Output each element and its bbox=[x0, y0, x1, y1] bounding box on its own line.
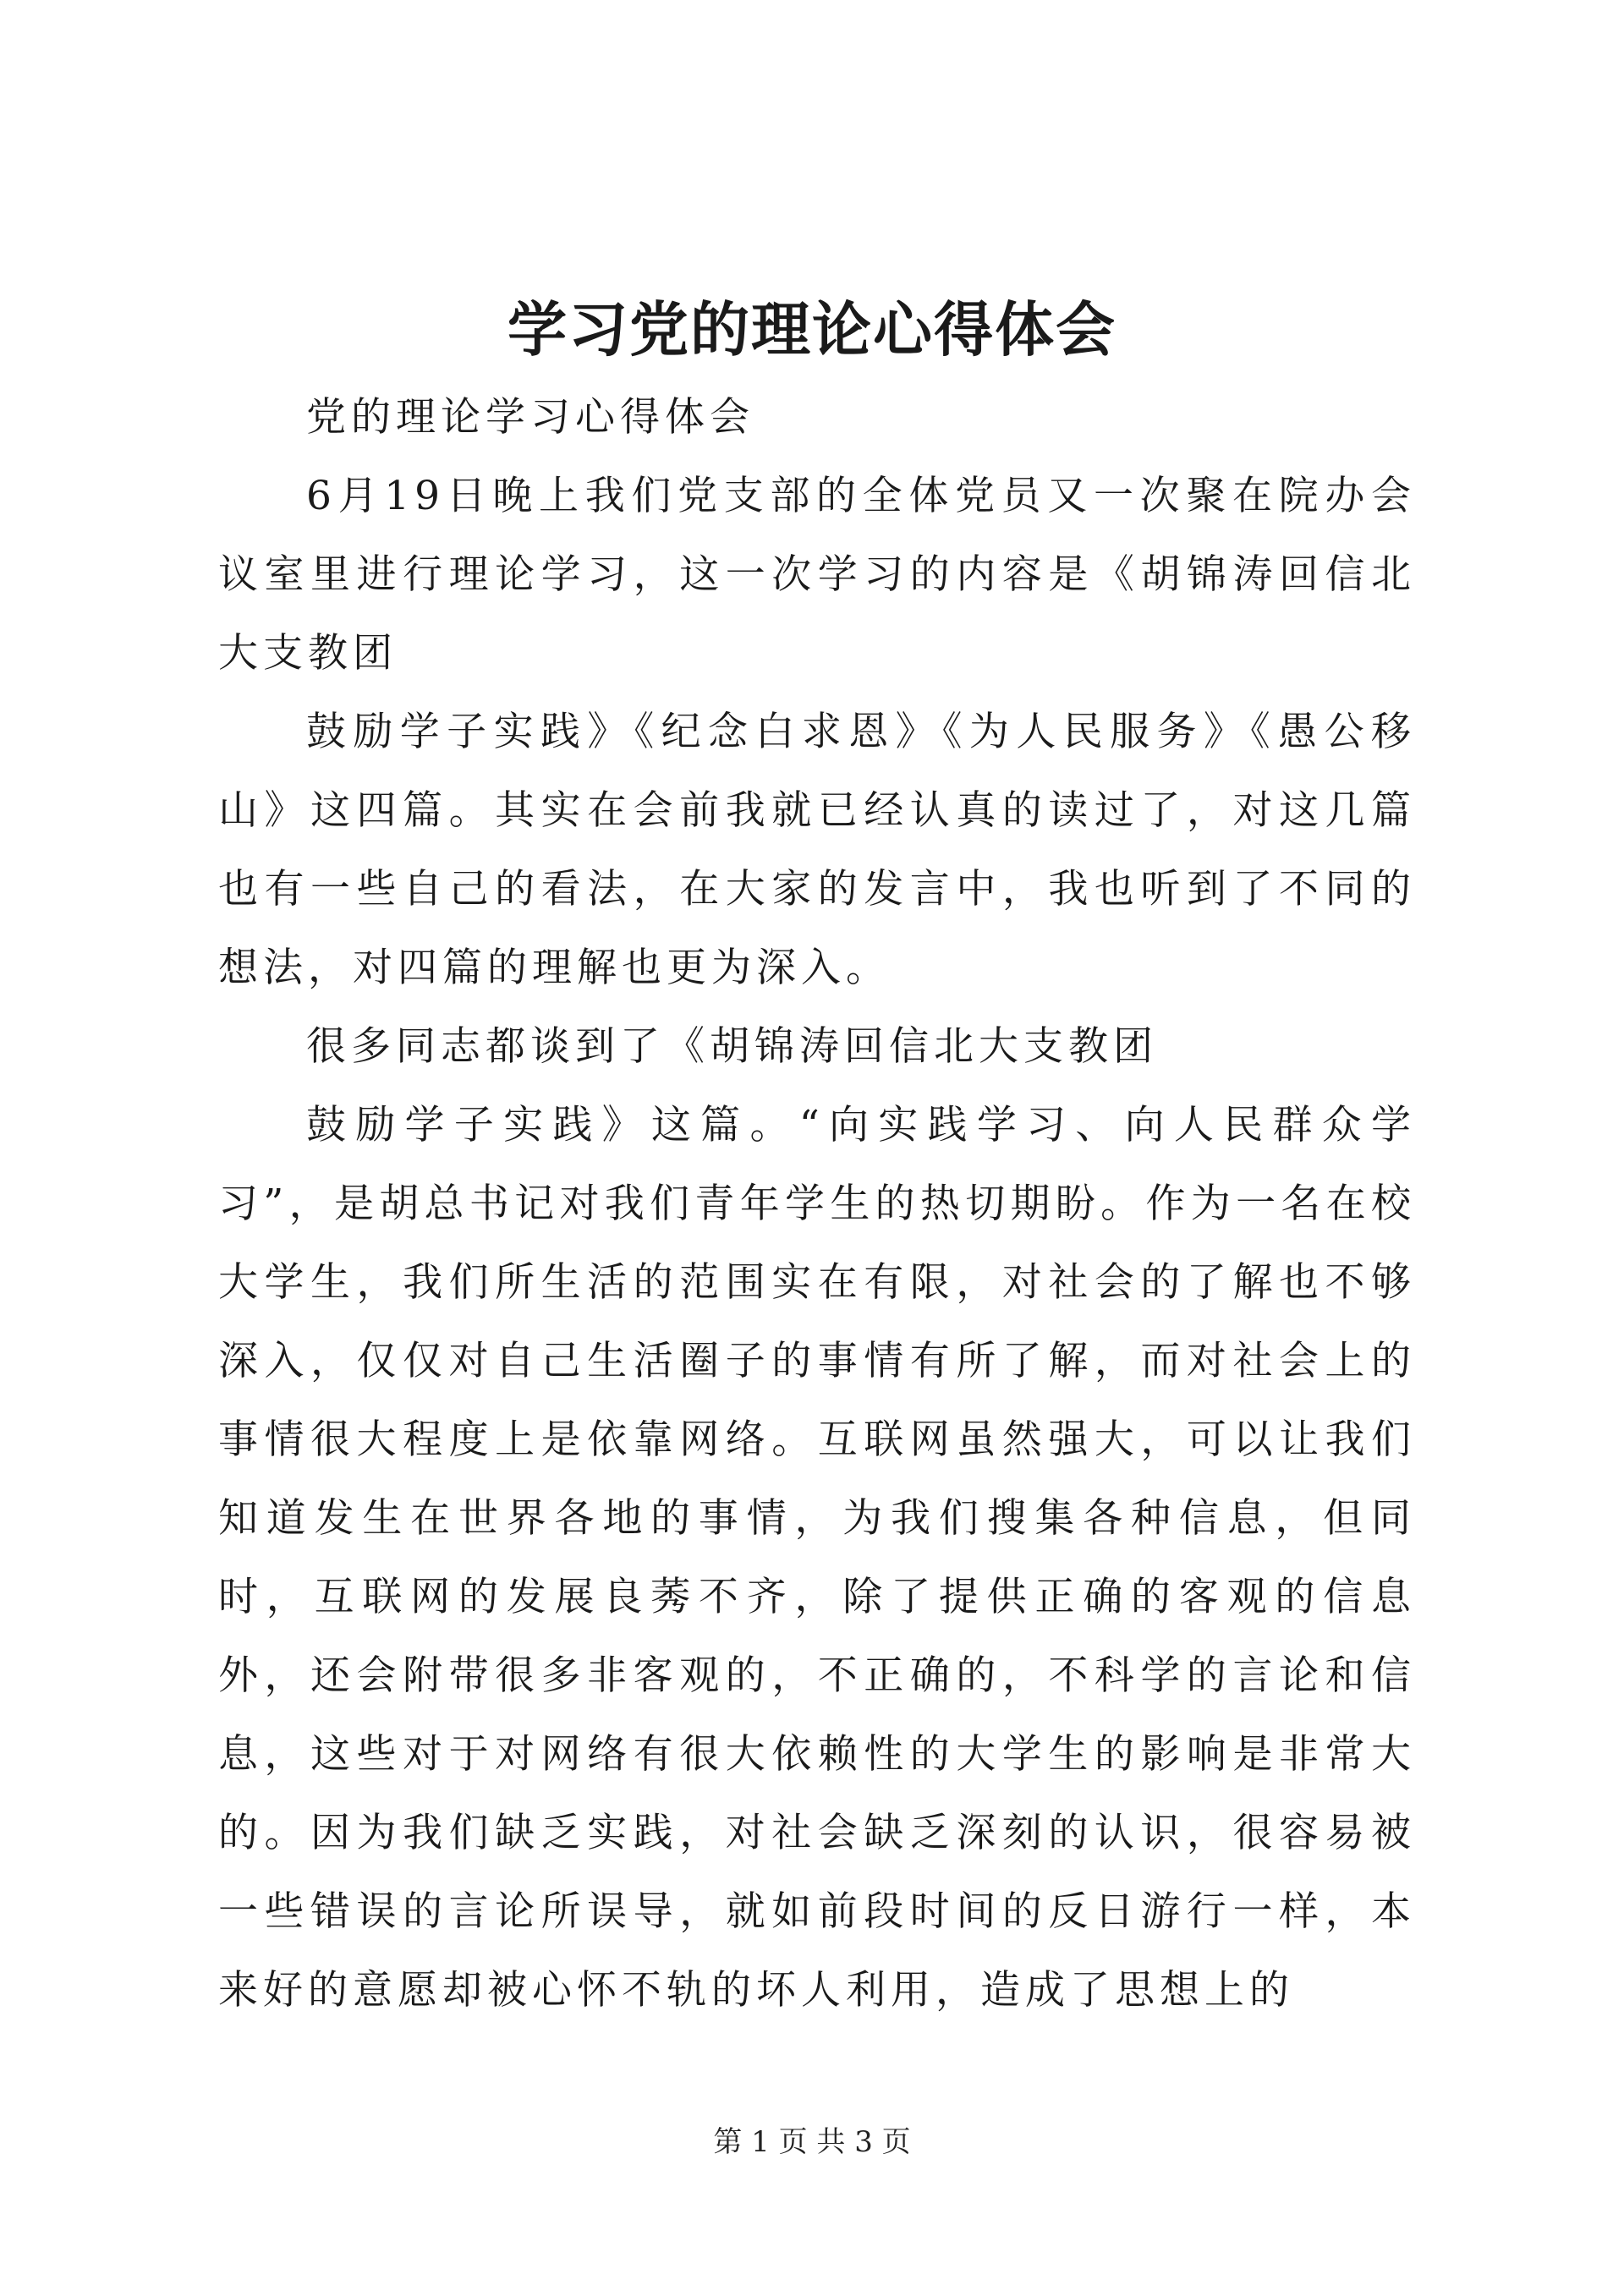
page-footer: 第 1 页 共 3 页 bbox=[713, 2125, 911, 2159]
document-body bbox=[218, 378, 1416, 2030]
paragraph: 6月19日晚上我们党支部的全体党员又一次聚在院办会议室里进行理论学习，这一次学习的内容是《胡锦涛回信北大支教团 bbox=[218, 473, 1416, 677]
paragraph-subtitle: 党的理论学习心得体会 bbox=[306, 394, 754, 441]
paragraph: 鼓励学子实践》这篇。“向实践学习、向人民群众学习”，是胡总书记对我们青年学生的热切期盼。作为一名在校大学生，我们所生活的范围实在有限，对社会的了解也不够深入，仅仅对自己生活圈子的事情有所了解，而对社会上的事情很大程度上是依靠网络。互联网虽然强大，可以让我们知道发生在世界各地的事情，为我们搜集各种信息，但同时，互联网的发展良莠不齐，除了提供正确的客观的信息外，还会附带很多非客观的，不正确的，不科学的言论和信息，这些对于对网络有很大依赖性的大学生的影响是非常大的。因为我们缺乏实践，对社会缺乏深刻的认识，很容易被一些错误的言论所误导，就如前段时间的反日游行一样，本来好的意愿却被心怀不轨的坏人利用，造成了思想上的 bbox=[218, 1102, 1416, 2014]
document-title: 学习党的理论心得体会 bbox=[508, 294, 1116, 364]
paragraph: 很多同志都谈到了《胡锦涛回信北大支教团 bbox=[306, 1023, 1158, 1070]
paragraph: 鼓励学子实践》《纪念白求恩》《为人民服务》《愚公移山》这四篇。其实在会前我就已经认真的读过了，对这几篇也有一些自己的看法，在大家的发言中，我也听到了不同的想法，对四篇的理解也更为深入。 bbox=[218, 709, 1416, 991]
